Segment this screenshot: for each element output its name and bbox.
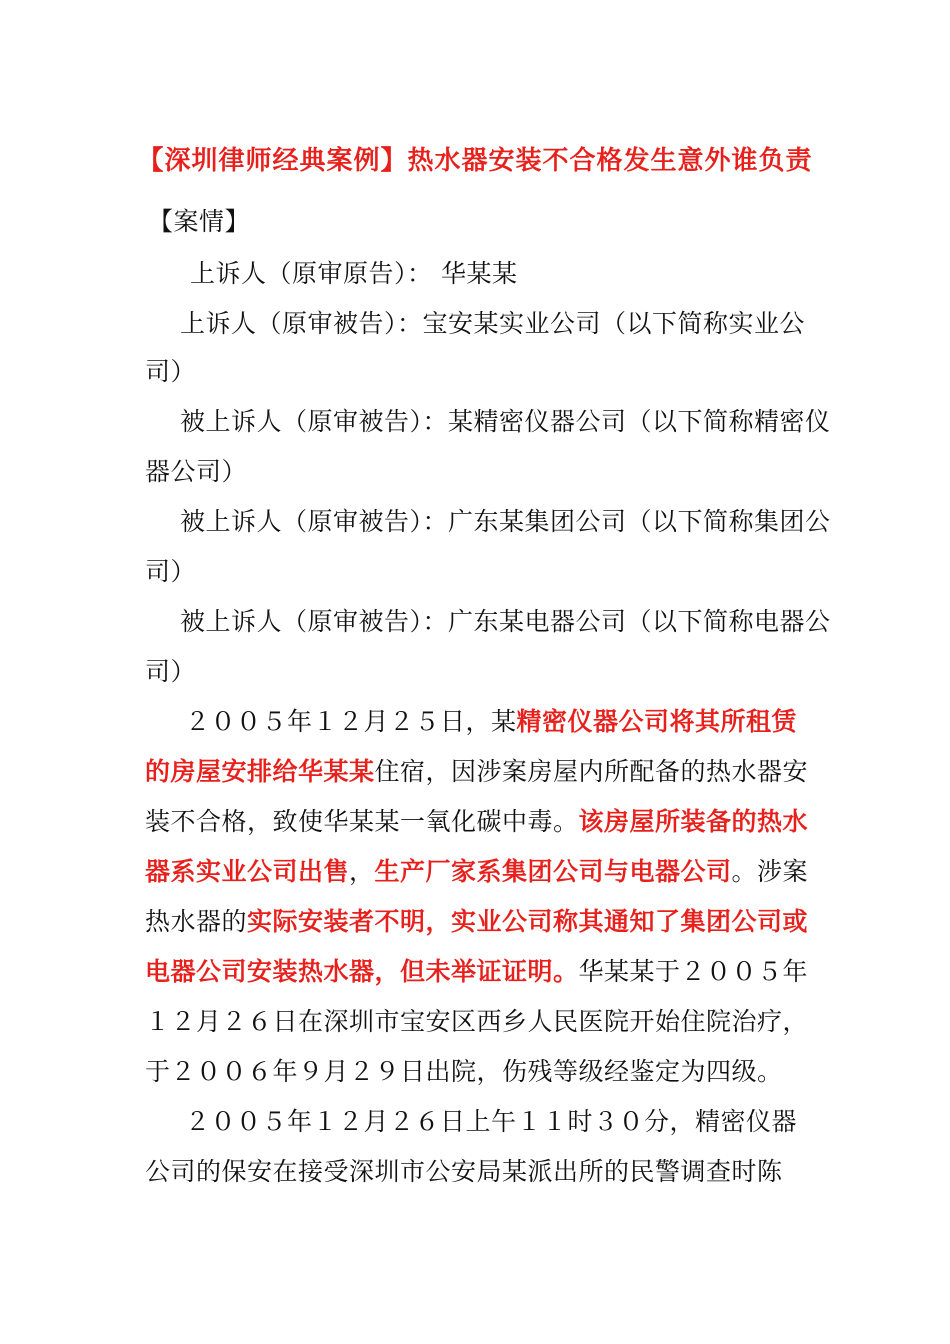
paragraph-line [185,704,797,740]
party-line: 上诉人（原审原告）： 华某某 [190,259,518,288]
text-run: 住宿，因涉案房屋内所配备的热水器安 [374,757,809,786]
highlight-text: 器系实业公司出售 [145,857,350,886]
paragraph-line [145,804,808,840]
party-line: 上诉人（原审被告）：宝安某实业公司（以下简称实业公 [180,309,806,338]
highlight-text: 实际安装者不明，实业公司称其通知了集团公司或 [247,907,809,936]
document-title: 【深圳律师经典案例】热水器安装不合格发生意外谁负责 [137,146,813,176]
text-run: 华某某于２００５年 [578,957,809,986]
paragraph-line [145,754,808,790]
text-run: 热水器的 [145,907,248,936]
paragraph-line [145,904,808,940]
paragraph-line [145,954,808,990]
party-line-continued: 器公司） [145,457,248,486]
party-line: 被上诉人（原审被告）：广东某集团公司（以下简称集团公 [180,507,831,536]
highlight-text: 该房屋所装备的热水 [578,807,809,836]
paragraph-line: 于２００６年９月２９日出院，伤残等级经鉴定为四级。 [145,1057,783,1086]
highlight-text: 生产厂家系集团公司与电器公司 [374,857,732,886]
text-run: 。涉案 [731,857,809,886]
party-line-continued: 司） [145,557,197,586]
paragraph-line: １２月２６日在深圳市宝安区西乡人民医院开始住院治疗， [145,1007,809,1036]
party-line-continued: 司） [145,657,197,686]
party-line-continued: 司） [145,357,197,386]
section-heading: 【案情】 [148,207,251,236]
highlight-text: 的房屋安排给华某某 [145,757,375,786]
paragraph-line: ２００５年１２月２６日上午１１时３０分，精密仪器 [185,1107,798,1136]
text-run: ２００５年１２月２５日，某 [185,707,517,736]
paragraph-line: 公司的保安在接受深圳市公安局某派出所的民警调查时陈 [145,1157,783,1186]
party-line: 被上诉人（原审被告）：某精密仪器公司（以下简称精密仪 [180,407,831,436]
text-run: ， [349,857,375,886]
highlight-text: 精密仪器公司将其所租赁 [516,707,798,736]
paragraph-line [145,854,808,890]
highlight-text: 电器公司安装热水器，但未举证证明。 [145,957,579,986]
party-line: 被上诉人（原审被告）：广东某电器公司（以下简称电器公 [180,607,831,636]
text-run: 装不合格，致使华某某一氧化碳中毒。 [145,807,579,836]
